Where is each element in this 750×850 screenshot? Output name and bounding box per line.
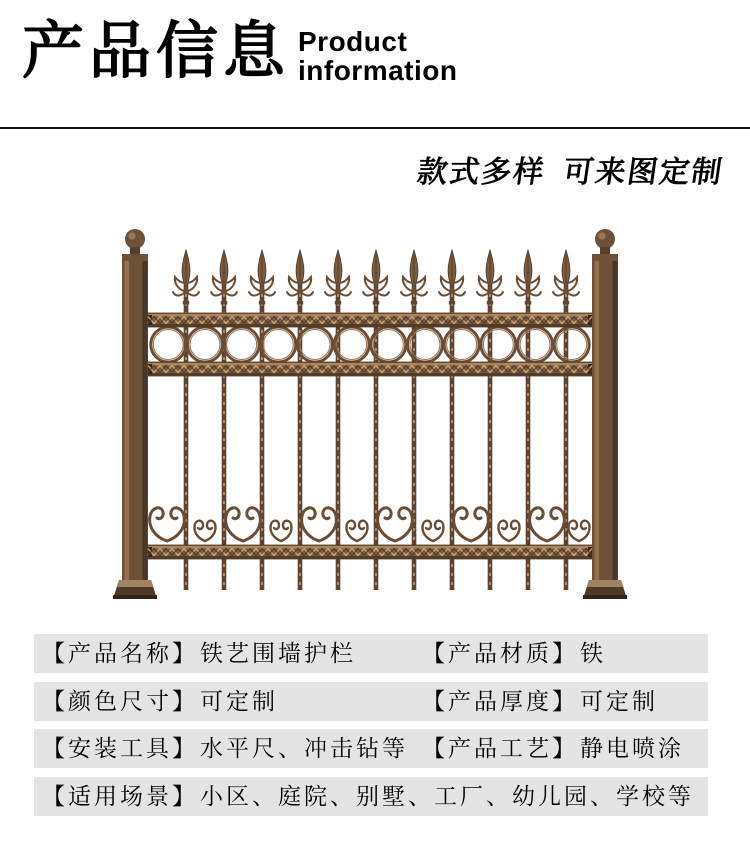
tagline-part2: 可来图定制 [561,156,726,189]
spec-label: 【产品材质】 [422,640,578,666]
spec-cell [42,634,356,673]
spec-value: 铁 [580,640,606,666]
page-title-cn: 产品信息 [22,17,291,86]
spec-label: 【颜色尺寸】 [42,688,198,714]
spec-cell [42,777,694,816]
spec-row [34,682,708,721]
page-title-en-line2: information [298,55,458,86]
spec-label: 【适用场景】 [42,783,198,809]
spec-value: 水平尺、冲击钻等 [200,735,408,761]
spec-value: 小区、庭院、别墅、工厂、幼儿园、学校等 [200,783,694,809]
spec-row [34,777,708,816]
spec-value: 可定制 [580,688,658,714]
spec-value: 铁艺围墙护栏 [200,640,356,666]
spec-cell [42,729,408,768]
spec-cell [422,729,684,768]
header-divider [0,127,750,129]
spec-label: 【产品工艺】 [422,735,578,761]
spec-cell [42,682,278,721]
page-title-en-line1: Product [298,26,408,57]
spec-label: 【产品名称】 [42,640,198,666]
spec-cell [422,682,658,721]
fence-illustration [110,225,640,605]
spec-label: 【产品厚度】 [422,688,578,714]
page-title-en [298,27,458,85]
spec-value: 可定制 [200,688,278,714]
spec-row [34,634,708,673]
spec-label: 【安装工具】 [42,735,198,761]
tagline-part1: 款式多样 [415,156,548,189]
tagline [415,147,727,191]
spec-row [34,729,708,768]
product-image-fence [110,225,640,605]
spec-cell [422,634,606,673]
spec-value: 静电喷涂 [580,735,684,761]
